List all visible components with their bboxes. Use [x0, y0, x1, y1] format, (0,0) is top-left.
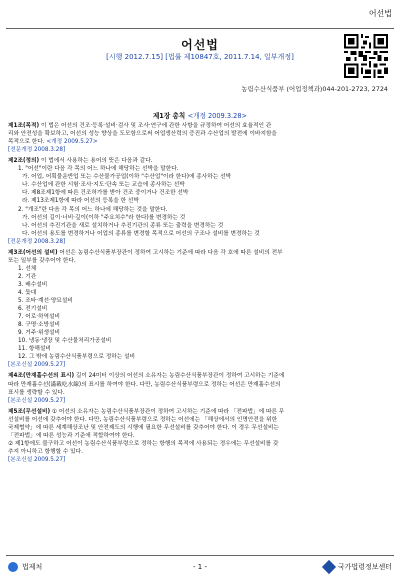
- article-heading: 제5조(무선설비): [8, 408, 51, 415]
- text-line: [8, 408, 392, 416]
- text-segment: 가. 어선의 길이·너비·깊이(이하 "주요치수"라 한다)를 변경하는 것: [22, 214, 186, 221]
- text-line: [8, 416, 392, 424]
- chapter-heading: [8, 112, 392, 120]
- text-segment: 나. 어선의 추진기관을 새로 설치하거나 추진기관의 종류 또는 출력을 변경하는 것: [22, 222, 224, 229]
- text-line: [8, 321, 392, 329]
- text-segment: 선설비를 어선에 갖추어야 한다. 다만, 농림수산식품부령으로 정하는 어선에는 「해상에서의 인명안전을 위한: [8, 416, 278, 423]
- text-line: [8, 381, 392, 389]
- amendment-note: [본조신설 2009.5.27]: [8, 456, 66, 463]
- text-segment: 리와 안전성을 확보하고, 어선의 성능 향상을 도모함으로써 어업생산력의 증진과 수산업의 발전에 이바지함을: [8, 131, 277, 138]
- article-heading: 제4조(만재흘수선의 표시): [8, 373, 75, 380]
- header-rule: [6, 28, 394, 29]
- amendment-note: [본조신설 2009.5.27]: [8, 397, 66, 404]
- text-line: [8, 122, 392, 130]
- text-line: [8, 206, 392, 214]
- text-segment: 5. 조타·계선·양묘설비: [18, 298, 73, 305]
- qr-code-icon: [344, 34, 388, 78]
- article-heading: 제3조(어선의 설비): [8, 249, 58, 256]
- text-line: [8, 281, 392, 289]
- text-segment: 10. 냉동·냉장 및 수산물처리가공설비: [18, 338, 112, 345]
- footer-right-label: 국가법령정보센터: [337, 563, 392, 571]
- text-line: [8, 189, 392, 197]
- text-segment: 또는 일부를 갖추어야 한다.: [8, 257, 76, 264]
- text-segment: 2. "개조"란 다음 각 목의 어느 하나에 해당하는 것을 말한다.: [18, 206, 168, 213]
- text-line: [8, 222, 392, 230]
- text-segment: 다. 제8조제1항에 따른 건조허가를 받아 건조 중이거나 건조한 선박: [22, 190, 189, 197]
- text-segment: 어선은 농림수산식품부장관이 정하여 고시하는 기준에 따라 다음 각 호에 따른 설비의 전부: [57, 249, 283, 256]
- text-line: [8, 372, 392, 380]
- text-segment: 이 법은 어선의 건조·등록·설비·검사 및 조사·연구에 관한 사항을 규정하여 어선의 효율적인 관: [39, 123, 272, 130]
- text-line: [8, 181, 392, 189]
- text-segment: 목적으로 한다.: [8, 139, 47, 146]
- text-line: [8, 329, 392, 337]
- text-segment: 이 법에서 사용하는 용어의 뜻은 다음과 같다.: [39, 158, 153, 165]
- agency-contact: 농림수산식품부 (어업정책과)044-201-2723, 2724: [241, 85, 388, 93]
- article-heading: 제1조(목적): [8, 123, 40, 130]
- text-line: [8, 337, 392, 345]
- text-segment: 가. 어업, 어획물운반업 또는 수산물가공업(이하 "수산업"이라 한다)에 종사하는 선박: [22, 174, 232, 181]
- text-segment: 12. 그 밖에 농림수산식품부령으로 정하는 설비: [18, 354, 135, 361]
- text-line: [8, 313, 392, 321]
- text-line: [8, 230, 392, 238]
- text-segment: 9. 거주·위생설비: [18, 330, 61, 337]
- text-line: [8, 265, 392, 273]
- text-line: [8, 305, 392, 313]
- text-segment: 7. 어로·하역설비: [18, 314, 61, 321]
- law-body: [8, 110, 392, 464]
- footer-rule: [6, 555, 394, 556]
- text-line: [8, 424, 392, 432]
- text-line: [8, 389, 392, 397]
- text-line: [8, 157, 392, 165]
- footer-right: [324, 562, 392, 572]
- text-segment: 1. 선체: [18, 265, 37, 272]
- text-line: [8, 146, 392, 154]
- text-segment: 다. 어선의 용도를 변경하거나 어업의 종류를 변경할 목적으로 어선의 구조나 설비를 변경하는 것: [22, 230, 260, 237]
- article-heading: 제2조(정의): [8, 158, 40, 165]
- text-segment: 「전파법」에 따른 성능과 기준에 적합하여야 한다.: [8, 432, 135, 439]
- text-line: [8, 214, 392, 222]
- text-segment: ② 제1항에도 불구하고 어선이 농림수산식품부령으로 정하는 항행의 목적에 사용되는 경우에는 무선설비를 갖: [8, 440, 279, 447]
- running-header-title: 어선법: [368, 9, 392, 18]
- amendment-note: <개정 2009.5.27>: [46, 139, 98, 146]
- amendment-note: [전문개정 2008.3.28]: [8, 147, 66, 154]
- text-segment: 길이 24미터 이상의 어선의 소유자는 농림수산식품부장관이 정하여 고시하는 기준에: [74, 373, 285, 380]
- text-line: [8, 165, 392, 173]
- page-footer: [8, 560, 392, 576]
- text-segment: 나. 수산업에 관한 시험·조사·지도·단속 또는 교습에 종사하는 선박: [22, 182, 185, 189]
- text-line: [8, 456, 392, 464]
- text-line: [8, 432, 392, 440]
- text-line: [8, 297, 392, 305]
- amendment-note: [전문개정 2008.3.28]: [8, 238, 66, 245]
- text-line: [8, 249, 392, 257]
- text-segment: 2. 기관: [18, 273, 37, 280]
- text-line: [8, 257, 392, 265]
- chapter-title: 제1장 총칙: [152, 112, 186, 120]
- text-segment: 국제협약」에 따른 세계해상조난 및 안전제도의 시행에 필요한 무선설비를 갖추어야 한다. 이 경우 무선설비는: [8, 424, 279, 431]
- text-line: [8, 130, 392, 138]
- text-line: [8, 289, 392, 297]
- promulgation-info: [시행 2012.7.15] [법률 제10847호, 2011.7.14, 일부개정]: [106, 53, 294, 61]
- text-segment: 추지 아니하고 항행할 수 있다.: [8, 448, 83, 455]
- text-line: [8, 397, 392, 405]
- text-segment: 라. 제13조제1항에 따라 어선의 등록을 한 선박: [22, 198, 139, 205]
- law-center-logo-icon: [322, 560, 336, 574]
- article-lines: [8, 122, 392, 464]
- text-line: [8, 138, 392, 146]
- text-segment: 3. 배수설비: [18, 281, 48, 288]
- text-segment: 6. 전기설비: [18, 306, 48, 313]
- text-segment: 따라 만재흘수선(滿載吃水線)의 표시를 하여야 한다. 다만, 농림수산식품부령으로 정하는 어선은 만재흘수선의: [8, 381, 281, 388]
- text-line: [8, 345, 392, 353]
- text-segment: 표시를 생략할 수 있다.: [8, 389, 65, 396]
- text-line: [8, 238, 392, 246]
- text-segment: 1. "어선"이란 다음 각 목의 어느 하나에 해당하는 선박을 말한다.: [18, 166, 179, 173]
- chapter-amend-note: <개정 2009.3.28>: [187, 112, 248, 120]
- text-line: [8, 353, 392, 361]
- amendment-note: [본조신설 2009.5.27]: [8, 362, 66, 369]
- text-segment: 11. 항해설비: [18, 346, 51, 353]
- footer-left-label: 법제처: [22, 563, 43, 571]
- text-segment: 4. 돛대: [18, 289, 37, 296]
- text-line: [8, 273, 392, 281]
- text-segment: ① 어선의 소유자는 농림수산식품부장관이 정하여 고시하는 기준에 따라 「전파법」에 따른 무: [50, 408, 285, 415]
- text-line: [8, 173, 392, 181]
- text-line: [8, 361, 392, 369]
- page-number: - 1 -: [193, 563, 207, 571]
- text-line: [8, 197, 392, 205]
- law-title: 어선법: [181, 38, 219, 52]
- text-line: [8, 448, 392, 456]
- text-segment: 8. 구명·소방설비: [18, 322, 61, 329]
- text-line: [8, 440, 392, 448]
